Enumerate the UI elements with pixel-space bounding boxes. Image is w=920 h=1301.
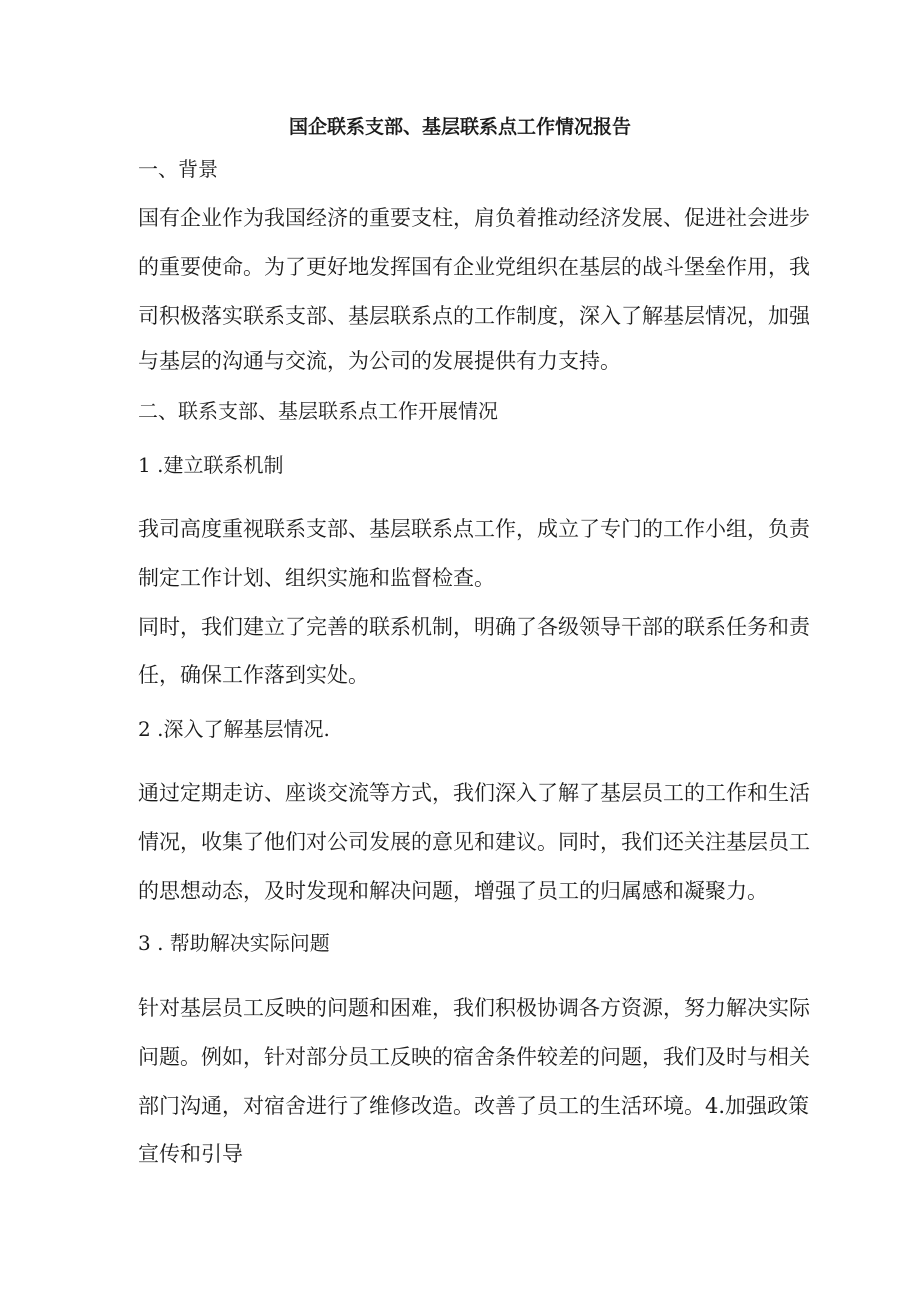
section-heading-work: 二、联系支部、基层联系点工作开展情况 [138, 399, 498, 423]
paragraph-line: 我司高度重视联系支部、基层联系点工作，成立了专门的工作小组，负责 [138, 517, 810, 541]
item-heading-1: 1 .建立联系机制 [138, 453, 284, 477]
paragraph-line: 针对基层员工反映的问题和困难，我们积极协调各方资源，努力解决实际 [138, 996, 810, 1020]
paragraph-line: 同时，我们建立了完善的联系机制，明确了各级领导干部的联系任务和责 [138, 615, 810, 639]
paragraph-line: 的重要使命。为了更好地发挥国有企业党组织在基层的战斗堡垒作用，我 [138, 255, 810, 279]
paragraph-line: 问题。例如，针对部分员工反映的宿舍条件较差的问题，我们及时与相关 [138, 1045, 810, 1069]
paragraph-line: 的思想动态，及时发现和解决问题，增强了员工的归属感和凝聚力。 [138, 879, 768, 903]
paragraph-line: 与基层的沟通与交流，为公司的发展提供有力支持。 [138, 349, 621, 373]
paragraph-line: 宣传和引导 [138, 1142, 243, 1166]
paragraph-line: 情况，收集了他们对公司发展的意见和建议。同时，我们还关注基层员工 [138, 830, 810, 854]
paragraph-line: 国有企业作为我国经济的重要支柱，肩负着推动经济发展、促进社会进步 [138, 206, 810, 230]
document-title: 国企联系支部、基层联系点工作情况报告 [288, 116, 631, 138]
item-heading-3: 3 . 帮助解决实际问题 [138, 931, 330, 955]
paragraph-line: 司积极落实联系支部、基层联系点的工作制度，深入了解基层情况，加强 [138, 304, 810, 328]
paragraph-line: 任，确保工作落到实处。 [138, 663, 369, 687]
paragraph-line: 通过定期走访、座谈交流等方式，我们深入了解了基层员工的工作和生活 [138, 781, 810, 805]
section-heading-background: 一、背景 [138, 157, 218, 181]
paragraph-line: 部门沟通，对宿舍进行了维修改造。改善了员工的生活环境。4.加强政策 [138, 1094, 810, 1118]
paragraph-line: 制定工作计划、组织实施和监督检查。 [138, 566, 495, 590]
item-heading-2: 2 .深入了解基层情况. [138, 717, 330, 741]
